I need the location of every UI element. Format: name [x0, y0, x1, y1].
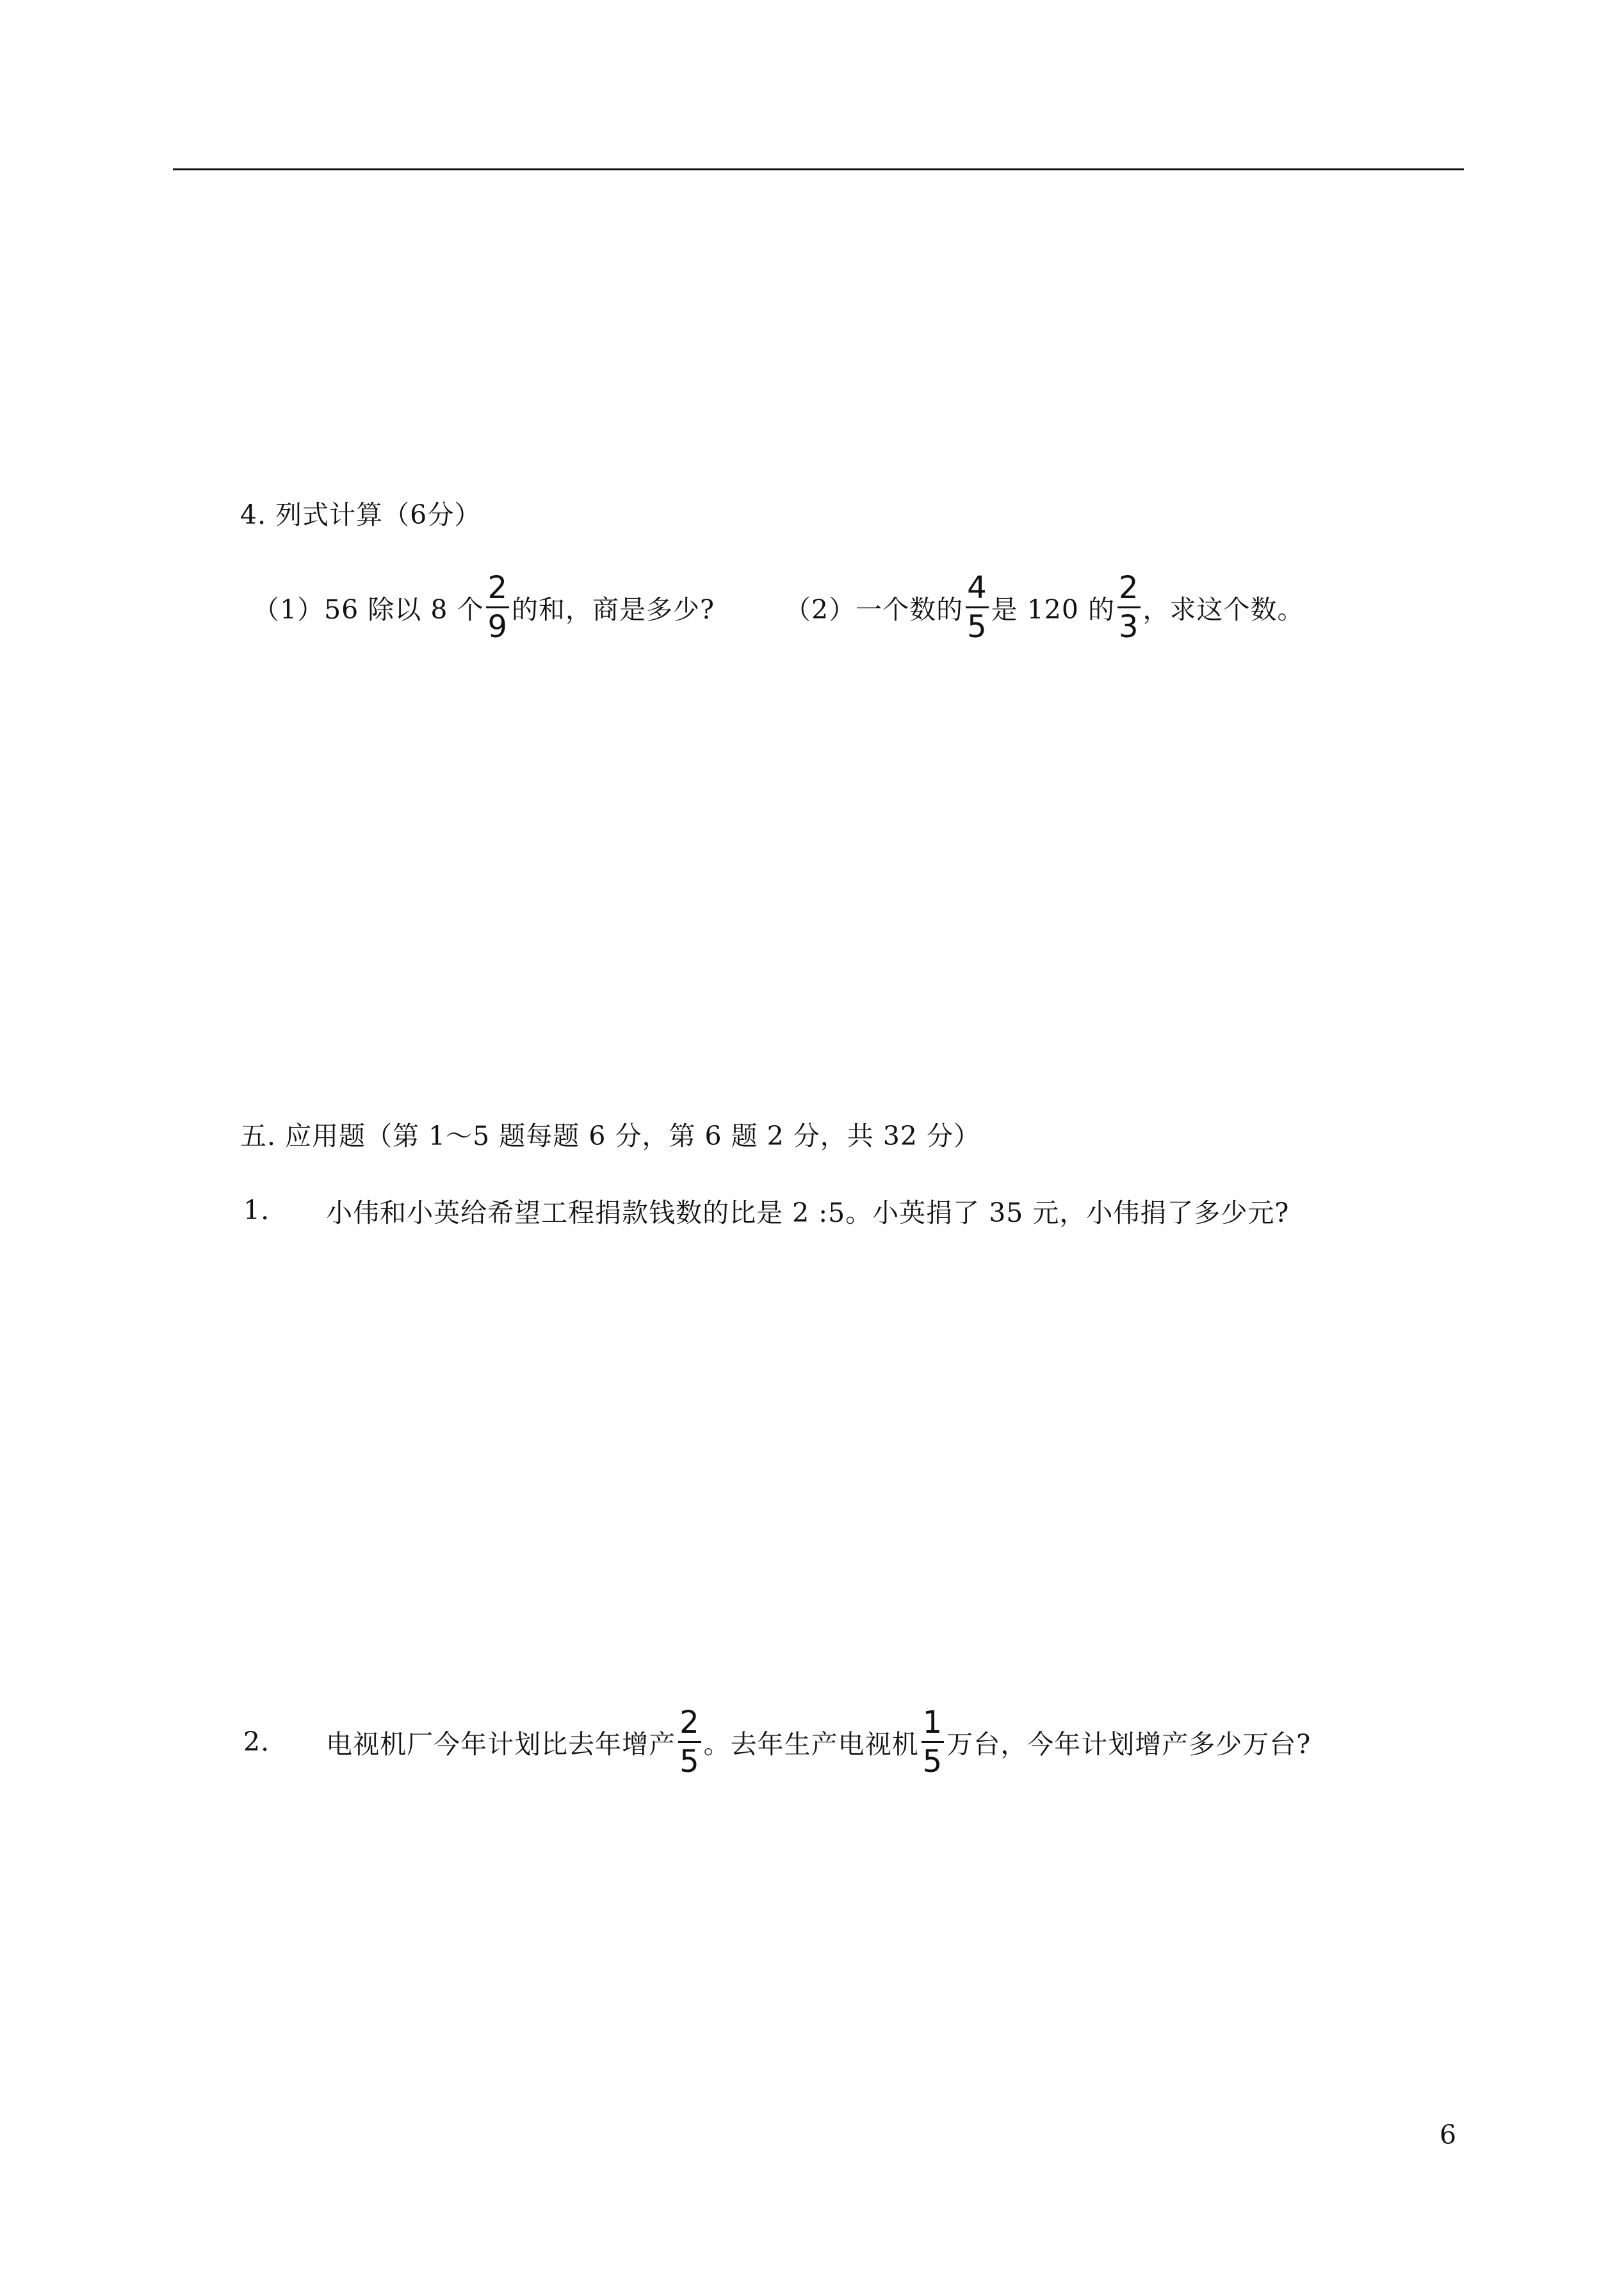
question-5-2-middle: 。去年生产电视机	[703, 1728, 919, 1760]
fraction-numerator: 2	[1118, 569, 1139, 606]
question-4-1-suffix: 的和，商是多少?	[512, 594, 715, 625]
fraction-denominator: 5	[967, 608, 987, 645]
section-4-title	[240, 474, 481, 551]
fraction-1-5	[922, 1704, 945, 1780]
header-rule	[173, 168, 1464, 170]
question-4-2	[784, 569, 1304, 645]
question-4-1	[253, 569, 715, 645]
question-4-1-prefix: （1）56 除以 8 个	[253, 594, 484, 625]
question-5-2	[243, 1703, 1311, 1780]
fraction-denominator: 9	[487, 608, 508, 645]
section-5-title-text: 五. 应用题（第 1～5 题每题 6 分，第 6 题 2 分，共 32 分）	[240, 1120, 980, 1151]
fraction-denominator: 3	[1118, 608, 1139, 645]
fraction-2-3	[1117, 569, 1141, 645]
fraction-2-5	[678, 1704, 701, 1780]
question-5-2-prefix: 电视机厂今年计划比去年增产	[326, 1728, 676, 1760]
fraction-numerator: 2	[487, 569, 508, 606]
fraction-numerator: 2	[679, 1704, 700, 1740]
question-5-2-suffix: 万台，今年计划增产多少万台?	[946, 1728, 1311, 1760]
question-5-2-number: 2.	[243, 1726, 270, 1757]
section-4-title-text: 4. 列式计算（6分）	[240, 499, 482, 530]
fraction-4-5	[966, 569, 989, 645]
question-5-1	[243, 1172, 1289, 1249]
fraction-numerator: 1	[922, 1704, 943, 1740]
page-number: 6	[1440, 2120, 1457, 2150]
fraction-denominator: 5	[922, 1743, 943, 1780]
question-4-2-suffix: ，求这个数。	[1142, 594, 1304, 625]
question-5-1-text: 小伟和小英给希望工程捐款钱数的比是 2 :5。小英捐了 35 元，小伟捐了多少元?	[326, 1197, 1290, 1228]
question-4-2-middle: 是 120 的	[991, 594, 1115, 625]
question-4-2-prefix: （2）一个数的	[784, 594, 964, 625]
fraction-numerator: 4	[967, 569, 987, 606]
fraction-denominator: 5	[679, 1743, 700, 1780]
section-5-title	[240, 1095, 980, 1172]
fraction-2-9	[486, 569, 509, 645]
question-5-1-number: 1.	[243, 1195, 270, 1226]
